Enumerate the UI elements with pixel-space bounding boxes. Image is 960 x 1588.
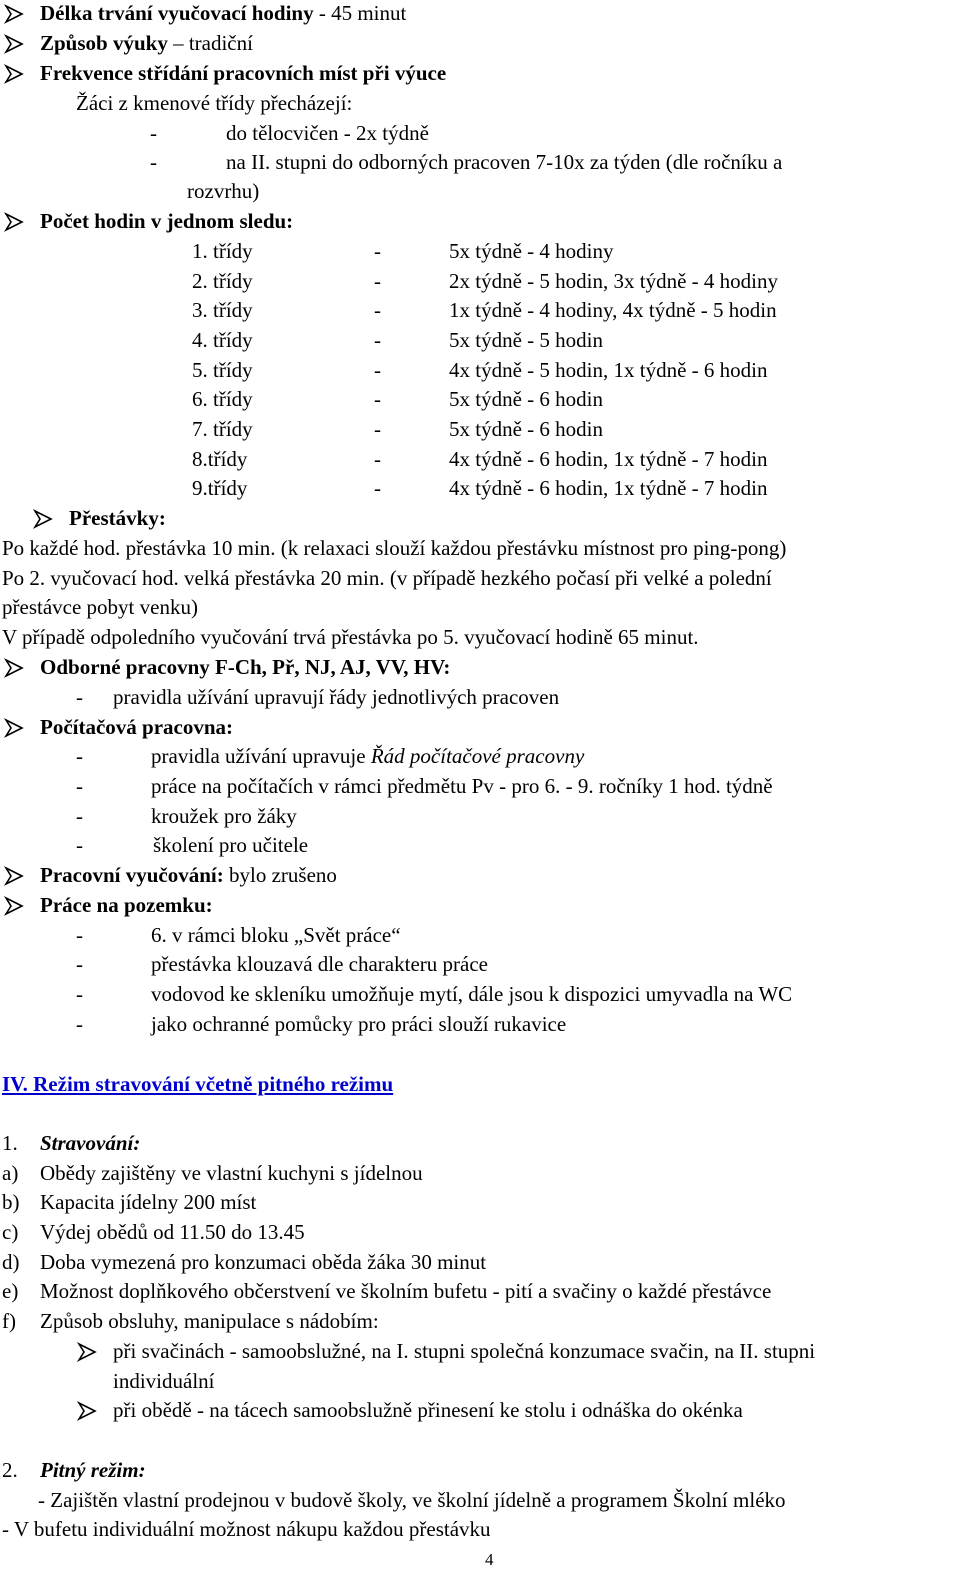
hours-label: Počet hodin v jednom sledu:	[40, 209, 294, 233]
land-item: vodovod ke skleníku umožňuje mytí, dále jsou k dispozici umyvadla na WC	[151, 982, 793, 1006]
computer-item-italic: Řád počítačové pracovny	[370, 744, 585, 768]
method-value: – tradiční	[167, 31, 253, 55]
hours-detail: 4x týdně - 5 hodin, 1x týdně - 6 hodin	[449, 358, 768, 382]
frequency-item: do tělocvičen - 2x týdně	[226, 121, 429, 145]
breaks-line: Po 2. vyučovací hod. velká přestávka 20 min. (v případě hezkého počasí při velké a polední	[2, 566, 772, 590]
bullet-arrow-icon	[33, 509, 53, 529]
land-item-dash: -	[76, 1012, 83, 1036]
frequency-item-cont: rozvrhu)	[187, 179, 260, 203]
dining-item: Obědy zajištěny ve vlastní kuchyni s jídelnou	[40, 1161, 423, 1185]
bullet-arrow-icon	[77, 1342, 97, 1362]
hours-dash: -	[374, 417, 381, 441]
computer-item-dash: -	[76, 833, 83, 857]
hours-grade: 1. třídy	[192, 239, 253, 263]
hours-grade: 4. třídy	[192, 328, 253, 352]
hours-grade: 5. třídy	[192, 358, 253, 382]
hours-detail: 5x týdně - 6 hodin	[449, 387, 603, 411]
page-number: 4	[485, 1550, 494, 1569]
drinking-line: - Zajištěn vlastní prodejnou v budově školy, ve školní jídelně a programem Školní mléko	[38, 1488, 786, 1512]
bullet-arrow-icon	[4, 212, 24, 232]
hours-grade: 2. třídy	[192, 269, 253, 293]
hours-grade: 9.třídy	[192, 476, 248, 500]
frequency-intro: Žáci z kmenové třídy přecházejí:	[76, 91, 353, 115]
duration-label: Délka trvání vyučovací hodiny	[40, 1, 314, 25]
labs-item-dash: -	[76, 685, 83, 709]
hours-dash: -	[374, 298, 381, 322]
frequency-item: na II. stupni do odborných pracoven 7-10x za týden (dle ročníku a	[226, 150, 783, 174]
computer-item-dash: -	[76, 774, 83, 798]
computer-item: školení pro učitele	[153, 833, 309, 857]
hours-dash: -	[374, 239, 381, 263]
work-label: Pracovní vyučování:	[40, 863, 224, 887]
hours-detail: 4x týdně - 6 hodin, 1x týdně - 7 hodin	[449, 476, 768, 500]
hours-dash: -	[374, 269, 381, 293]
hours-dash: -	[374, 447, 381, 471]
dining-sub-item-cont: individuální	[113, 1369, 215, 1393]
hours-detail: 5x týdně - 6 hodin	[449, 417, 603, 441]
bullet-arrow-icon	[4, 718, 24, 738]
dining-sub-item: při svačinách - samoobslužné, na I. stupni společná konzumace svačin, na II. stupni	[113, 1339, 816, 1363]
dining-letter: d)	[2, 1250, 20, 1274]
hours-detail: 5x týdně - 5 hodin	[449, 328, 603, 352]
land-label: Práce na pozemku:	[40, 893, 213, 917]
computer-item	[151, 743, 584, 769]
hours-detail: 2x týdně - 5 hodin, 3x týdně - 4 hodiny	[449, 269, 778, 293]
land-item-dash: -	[76, 982, 83, 1006]
bullet-arrow-icon	[4, 658, 24, 678]
hours-detail: 1x týdně - 4 hodiny, 4x týdně - 5 hodin	[449, 298, 777, 322]
work-line	[40, 862, 337, 888]
land-item-dash: -	[76, 952, 83, 976]
dining-title: Stravování:	[40, 1131, 141, 1155]
hours-grade: 3. třídy	[192, 298, 253, 322]
computer-item-dash: -	[76, 804, 83, 828]
dining-letter: b)	[2, 1190, 20, 1214]
dining-item: Kapacita jídelny 200 míst	[40, 1190, 257, 1214]
hours-grade: 7. třídy	[192, 417, 253, 441]
method-line	[40, 30, 253, 56]
method-label: Způsob výuky	[40, 31, 168, 55]
hours-grade: 6. třídy	[192, 387, 253, 411]
frequency-label: Frekvence střídání pracovních míst při výuce	[40, 61, 447, 85]
hours-detail: 5x týdně - 4 hodiny	[449, 239, 614, 263]
frequency-item-dash: -	[150, 121, 157, 145]
bullet-arrow-icon	[77, 1401, 97, 1421]
computer-label: Počítačová pracovna:	[40, 715, 234, 739]
dining-letter: c)	[2, 1220, 19, 1244]
drinking-title: Pitný režim:	[40, 1458, 146, 1482]
bullet-arrow-icon	[4, 64, 24, 84]
dining-item: Způsob obsluhy, manipulace s nádobím:	[40, 1309, 379, 1333]
labs-item: pravidla užívání upravují řády jednotlivých pracoven	[113, 685, 560, 709]
computer-item-dash: -	[76, 744, 83, 768]
bullet-arrow-icon	[4, 866, 24, 886]
bullet-arrow-icon	[4, 896, 24, 916]
land-item: jako ochranné pomůcky pro práci slouží rukavice	[151, 1012, 567, 1036]
breaks-line: přestávce pobyt venku)	[2, 595, 198, 619]
dining-item: Doba vymezená pro konzumaci oběda žáka 30 minut	[40, 1250, 487, 1274]
breaks-label: Přestávky:	[69, 506, 166, 530]
dining-letter: f)	[2, 1309, 16, 1333]
dining-letter: e)	[2, 1279, 19, 1303]
computer-item: práce na počítačích v rámci předmětu Pv - pro 6. - 9. ročníky 1 hod. týdně	[151, 774, 773, 798]
breaks-line: V případě odpoledního vyučování trvá přestávka po 5. vyučovací hodině 65 minut.	[2, 625, 699, 649]
land-item: přestávka klouzavá dle charakteru práce	[151, 952, 488, 976]
dining-number: 1.	[2, 1131, 18, 1155]
duration-value: - 45 minut	[313, 1, 407, 25]
hours-dash: -	[374, 387, 381, 411]
dining-item: Možnost doplňkového občerstvení ve školním bufetu - pití a svačiny o každé přestávce	[40, 1279, 772, 1303]
computer-item: kroužek pro žáky	[151, 804, 297, 828]
hours-grade: 8.třídy	[192, 447, 248, 471]
drinking-number: 2.	[2, 1458, 18, 1482]
computer-item-text: pravidla užívání upravuje	[151, 744, 371, 768]
bullet-arrow-icon	[4, 34, 24, 54]
drinking-line: - V bufetu individuální možnost nákupu každou přestávku	[2, 1517, 491, 1541]
dining-item: Výdej obědů od 11.50 do 13.45	[40, 1220, 305, 1244]
hours-dash: -	[374, 476, 381, 500]
breaks-line: Po každé hod. přestávka 10 min. (k relaxaci slouží každou přestávku místnost pro ping-pong)	[2, 536, 787, 560]
bullet-arrow-icon	[4, 4, 24, 24]
hours-dash: -	[374, 358, 381, 382]
dining-letter: a)	[2, 1161, 19, 1185]
frequency-item-dash: -	[150, 150, 157, 174]
duration-line	[40, 0, 406, 26]
labs-label: Odborné pracovny F-Ch, Př, NJ, AJ, VV, HV:	[40, 655, 451, 679]
section-heading[interactable]: IV. Režim stravování včetně pitného režimu	[2, 1072, 394, 1096]
land-item-dash: -	[76, 923, 83, 947]
hours-detail: 4x týdně - 6 hodin, 1x týdně - 7 hodin	[449, 447, 768, 471]
dining-sub-item: při obědě - na tácech samoobslužně přinesení ke stolu i odnáška do okénka	[113, 1398, 743, 1422]
land-item: 6. v rámci bloku „Svět práce“	[151, 923, 401, 947]
work-value: bylo zrušeno	[223, 863, 337, 887]
hours-dash: -	[374, 328, 381, 352]
